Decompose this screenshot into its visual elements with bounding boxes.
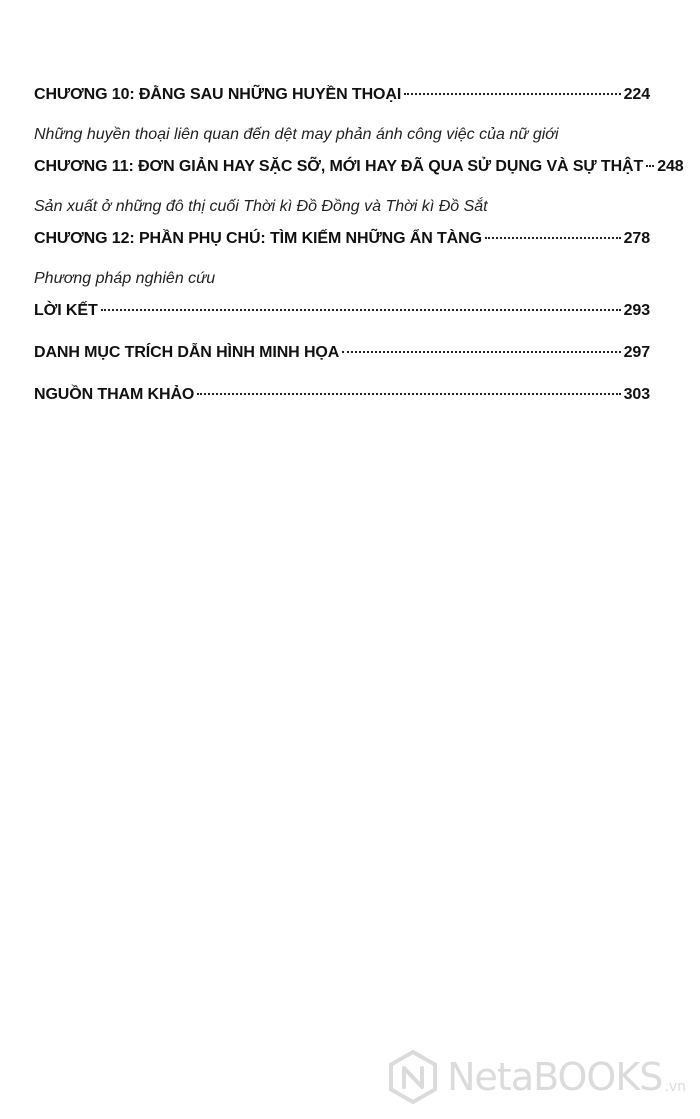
toc-dot-leader	[197, 393, 620, 395]
toc-entry-title: NGUỒN THAM KHẢO	[34, 386, 195, 403]
toc-entry-title: CHƯƠNG 11: ĐƠN GIẢN HAY SẶC SỠ, MỚI HAY ĐÃ QUA SỬ DỤNG VÀ SỰ THẬT	[34, 158, 644, 175]
toc-entry-title: CHƯƠNG 10: ĐẰNG SAU NHỮNG HUYỀN THOẠI	[34, 86, 402, 103]
toc-entry-page: 303	[623, 386, 650, 403]
toc-entry-page: 248	[657, 158, 684, 175]
toc-entry-subtitle: Phương pháp nghiên cứu	[34, 270, 216, 287]
toc-entry-subtitle: Sản xuất ở những đô thị cuối Thời kì Đồ Đồng và Thời kì Đồ Sắt	[34, 198, 488, 215]
toc-entry-title: DANH MỤC TRÍCH DẪN HÌNH MINH HỌA	[34, 344, 340, 361]
toc-entry-title: LỜI KẾT	[34, 302, 98, 319]
toc-entry-page: 278	[623, 230, 650, 247]
toc-entry-chapter-11	[34, 158, 684, 184]
toc-entry-subtitle: Những huyền thoại liên quan đến dệt may phản ánh công việc của nữ giới	[34, 126, 559, 143]
netabooks-watermark	[385, 1049, 686, 1105]
toc-dot-leader	[342, 351, 620, 353]
toc-entry-chapter-12	[34, 230, 650, 256]
toc-entry-page: 224	[623, 86, 650, 103]
toc-entry-illustrations	[34, 344, 650, 370]
toc-entry-references	[34, 386, 650, 412]
toc-entry-chapter-10	[34, 86, 650, 112]
table-of-contents	[34, 86, 684, 412]
toc-entry-epilogue	[34, 302, 650, 328]
watermark-brand: NetaBOOKS	[447, 1055, 663, 1099]
toc-entry-page: 293	[623, 302, 650, 319]
netabooks-logo-icon	[385, 1049, 441, 1105]
toc-dot-leader	[485, 237, 621, 239]
toc-dot-leader	[101, 309, 621, 311]
toc-dot-leader	[404, 93, 620, 95]
toc-entry-page: 297	[623, 344, 650, 361]
watermark-suffix: .vn	[664, 1079, 686, 1095]
toc-entry-title: CHƯƠNG 12: PHẦN PHỤ CHÚ: TÌM KIẾM NHỮNG ẨN TÀNG	[34, 230, 482, 247]
toc-dot-leader	[646, 165, 654, 167]
